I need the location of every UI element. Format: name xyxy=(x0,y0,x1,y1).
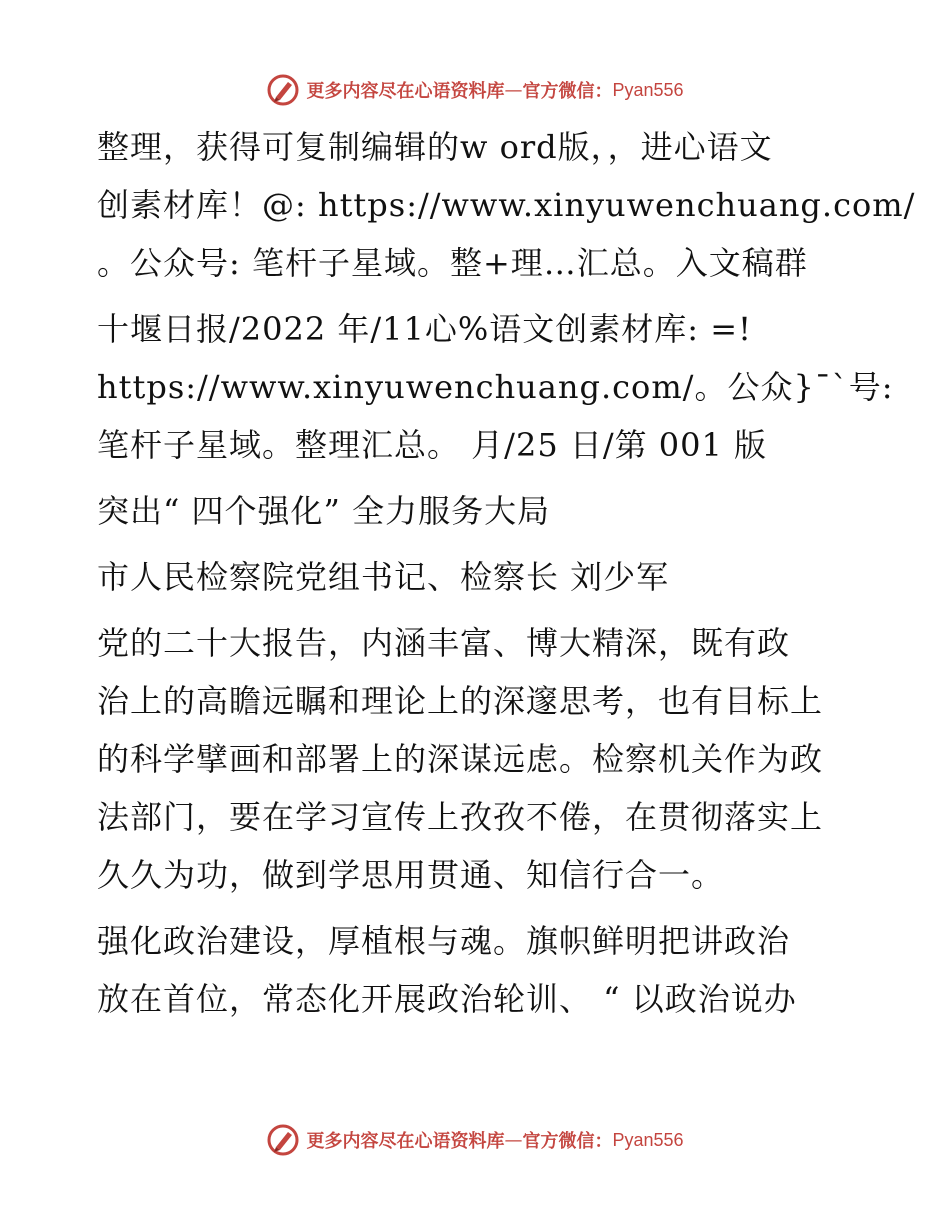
banner-main-text: 更多内容尽在心语资料库 xyxy=(306,81,505,102)
banner-wechat-id: Pyan556 xyxy=(612,1129,684,1150)
text-line: 放在首位，常态化开展政治轮训、 “ 以政治说办 xyxy=(97,980,797,1018)
footer-banner xyxy=(0,1120,950,1160)
banner-wechat-id: Pyan556 xyxy=(612,79,684,100)
pen-logo-icon xyxy=(266,1123,300,1157)
text-line: 创素材库！@: https://www.xinyuwenchuang.com/ xyxy=(97,186,916,224)
article-title xyxy=(97,482,857,540)
pen-logo-icon xyxy=(266,73,300,107)
title-line: 突出“ 四个强化” 全力服务大局 xyxy=(97,492,551,530)
text-line: 治上的高瞻远瞩和理论上的深邃思考，也有目标上 xyxy=(97,682,824,720)
paragraph-body-2 xyxy=(97,912,857,1028)
banner-dash: — xyxy=(504,79,523,101)
banner-wechat-label: 官方微信： xyxy=(522,81,613,102)
text-line: 党的二十大报告，内涵丰富、博大精深，既有政 xyxy=(97,624,791,662)
author-line: 市人民检察院党组书记、检察长 刘少军 xyxy=(97,558,670,596)
text-line: 久久为功，做到学思用贯通、知信行合一。 xyxy=(97,856,725,894)
paragraph-body-1 xyxy=(97,614,857,904)
text-line: 笔杆子星域。整理汇总。 月/25 日/第 001 版 xyxy=(97,426,768,464)
text-line: https://www.xinyuwenchuang.com/。公众}¯`号: xyxy=(97,368,894,406)
article-author xyxy=(97,548,857,606)
paragraph-source xyxy=(97,300,894,474)
text-line: 十堰日报/2022 年/11心%语文创素材库: =! xyxy=(97,310,752,348)
header-banner xyxy=(0,70,950,110)
document-body xyxy=(97,118,916,1028)
text-line: 法部门，要在学习宣传上孜孜不倦，在贯彻落实上 xyxy=(97,798,824,836)
text-line: 强化政治建设，厚植根与魂。旗帜鲜明把讲政治 xyxy=(97,922,791,960)
paragraph-intro xyxy=(97,118,916,292)
text-line: 的科学擘画和部署上的深谋远虑。检察机关作为政 xyxy=(97,740,824,778)
banner-wechat-label: 官方微信： xyxy=(522,1131,613,1152)
banner-main-text: 更多内容尽在心语资料库 xyxy=(306,1131,505,1152)
banner-dash: — xyxy=(504,1129,523,1151)
text-line: 整理，获得可复制编辑的w ord版，，进心语文 xyxy=(97,128,773,166)
text-line: 。公众号: 笔杆子星域。整+理…汇总。入文稿群 xyxy=(97,244,808,282)
